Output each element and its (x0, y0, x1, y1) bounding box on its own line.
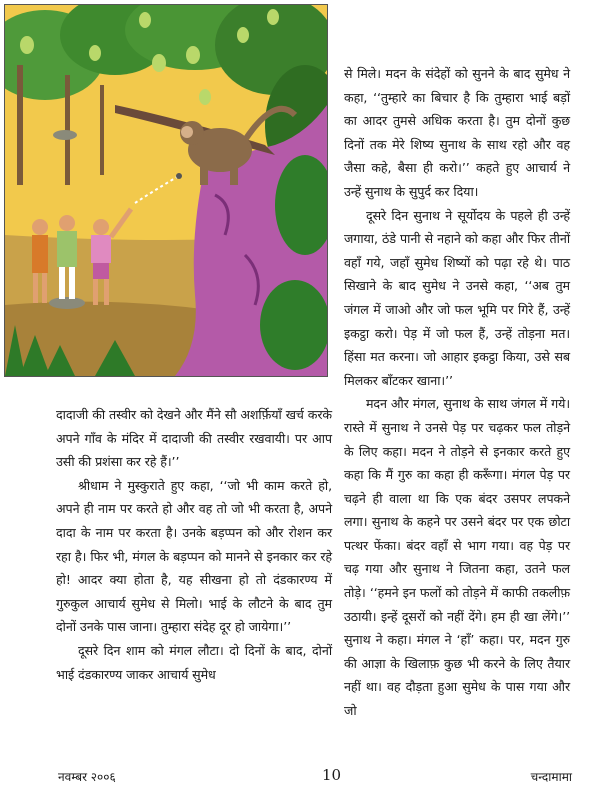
paragraph: से मिले। मदन के संदेहों को सुनने के बाद सुमेध ने कहा, ‘‘तुम्हारे का बिचार है कि तुम्हारा भाई बड़ों का आदर तुमसे अधिक करता है। तुम दोनों कुछ दिनों तक मेरे शिष्य सुनाथ के साथ रहो और वह जैसा कहे, बैसा ही करो।’’ कहते हुए आचार्य ने उन्हें सुनाथ के सुपुर्द कर दिया। (344, 66, 570, 199)
footer-date: नवम्बर २००६ (58, 770, 116, 784)
paragraph: श्रीधाम ने मुस्कुराते हुए कहा, ‘‘जो भी काम करते हो, अपने ही नाम पर करते हो और वह तो जो भी करता है, अपने दादा के नाम पर करता है। उनके बड़प्पन को और रोशन कर रहा है। फिर भी, मंगल के बड़प्पन को मानने से इनकार कर रहे हो! आदर क्या होता है, यह सीखना हो तो दंडकारण्य में गुरुकुल आचार्य सुमेध से मिलो। भाई के लौटने के बाद तुम दोनों उनके पास जाना। तुम्हारा संदेह दूर हो जायेगा।’’ (56, 477, 332, 635)
text-column-left (56, 403, 332, 686)
page-number: 10 (322, 766, 342, 784)
story-illustration (4, 4, 328, 377)
magazine-name: चन्दामामा (530, 770, 572, 784)
stone (176, 173, 182, 179)
paragraph: दादाजी की तस्वीर को देखने और मैंने सौ अशर्फ़ियाँ खर्च करके अपने गाँव के मंदिर में दादाजी की तस्वीर रखवायी। पर आप उसी की प्रशंसा कर रहे हैं।’’ (56, 407, 332, 470)
paragraph: दूसरे दिन सुनाथ ने सूर्योदय के पहले ही उन्हें जगाया, ठंडे पानी से नहाने को कहा और फिर तीनों वहाँ गये, जहाँ सुमेध शिष्यों को पढ़ा रहे थे। पाठ सिखाने के बाद सुमेध ने उनसे कहा, ‘‘अब तुम जंगल में जाओ और जो फल भूमि पर गिरे हैं, उन्हें इकट्ठा करो। पेड़ में जो फल हैं, उन्हें तोड़ना मत। हिंसा मत करना। जो आहार इकट्ठा किया, उसे सब मिलकर बाँटकर खाना।’’ (344, 207, 570, 388)
illustration-canvas (5, 5, 327, 376)
paragraph: दूसरे दिन शाम को मंगल लौटा। दो दिनों के बाद, दोनों भाई दंडकारण्य जाकर आचार्य सुमेध (56, 642, 332, 682)
rock (53, 130, 77, 140)
rock (49, 297, 85, 309)
paragraph: मदन और मंगल, सुनाथ के साथ जंगल में गये। रास्ते में सुनाथ ने उनसे पेड़ पर चढ़कर फल तोड़ने के लिए कहा। मदन ने तोड़ने से इनकार करते हुए कहा कि मैं गुरु का कहा ही करूँगा। मंगल पेड़ पर चढ़ने ही वाला था कि एक बंदर उसपर लपकने लगा। सुनाथ के कहने पर उसने बंदर पर एक छोटा पत्थर फेंका। बंदर वहाँ से भाग गया। वह पेड़ पर चढ़ गया और सुनाथ ने जितना कहा, उतने फल तोड़े। ‘‘हमने इन फलों को तोड़ने में काफी तकलीफ़ उठायी। इन्हें दूसरों को नहीं देंगे। हम ही खा लेंगे।’’ सुनाथ ने कहा। मंगल ने ‘हाँ’ कहा। पर, मदन गुरु की आज्ञा के खिलाफ़ कुछ भी करने के लिए तैयार नहीं था। वह दौड़ता हुआ सुमेध के पास गया और जो (344, 396, 570, 719)
text-column-right (344, 62, 570, 723)
page-footer (0, 768, 612, 788)
